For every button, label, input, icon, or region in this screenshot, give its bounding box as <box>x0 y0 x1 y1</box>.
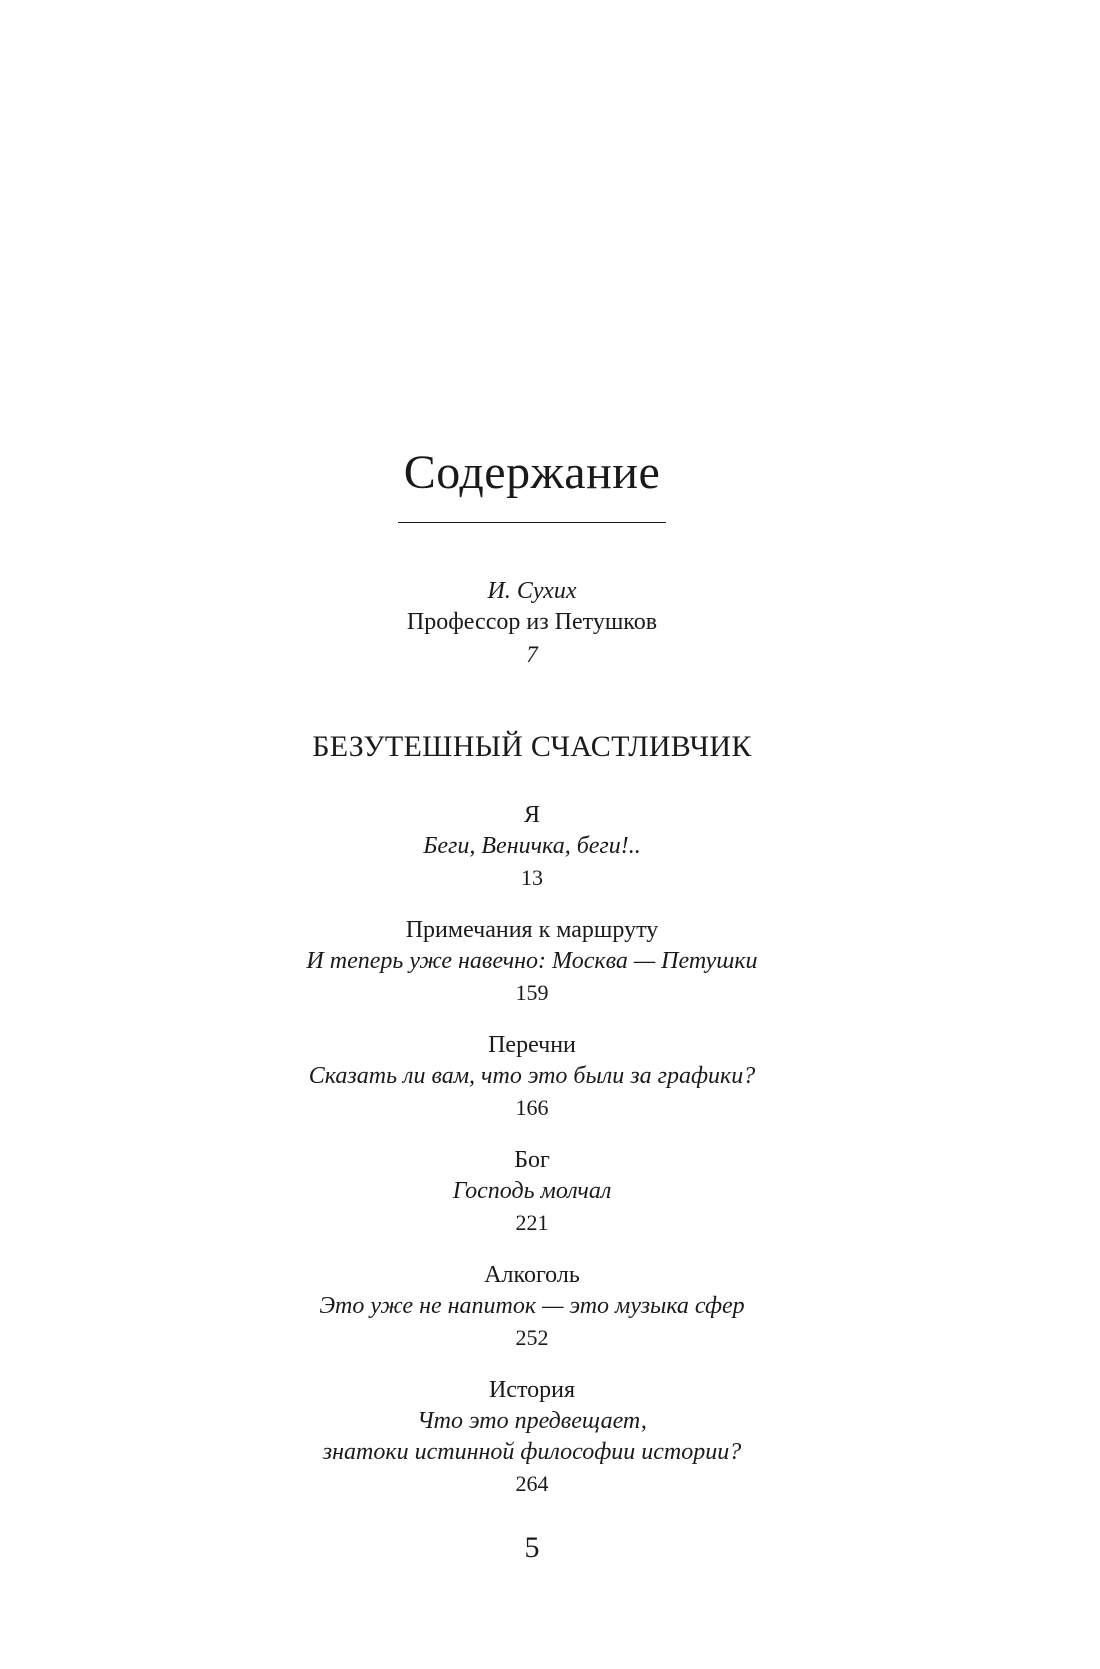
entry-page-number: 252 <box>515 1325 549 1350</box>
entry-subtitle: Это уже не напиток — это музыка сфер <box>319 1293 745 1319</box>
entry-page-number: 159 <box>515 980 549 1005</box>
entry-page-number: 13 <box>521 865 543 890</box>
entry-subtitle: Что это предвещает, <box>417 1408 647 1434</box>
toc-entries <box>0 800 1064 1521</box>
intro-title: Профессор из Петушков <box>406 609 658 635</box>
entry-page-number: 221 <box>515 1210 549 1235</box>
page-folio: 5 <box>524 1531 540 1564</box>
toc-entry <box>0 1260 1064 1353</box>
intro-page-number: 7 <box>526 642 538 667</box>
entry-heading: Перечни <box>488 1032 576 1058</box>
entry-subtitle: знатоки истинной философии истории? <box>322 1439 742 1465</box>
toc-entry <box>0 915 1064 1008</box>
toc-entry <box>0 1030 1064 1123</box>
entry-heading: Бог <box>514 1147 550 1173</box>
toc-entry <box>0 1145 1064 1238</box>
entry-heading: Алкоголь <box>484 1262 580 1288</box>
entry-subtitle: Беги, Веничка, беги!.. <box>423 833 641 859</box>
intro-author: И. Сухих <box>487 578 577 604</box>
toc-entry <box>0 800 1064 893</box>
entry-subtitle: И теперь уже навечно: Москва — Петушки <box>306 948 758 974</box>
page-title: Содержание <box>403 446 661 499</box>
title-underline <box>398 522 666 523</box>
entry-page-number: 166 <box>515 1095 549 1120</box>
entry-heading: Я <box>523 802 540 828</box>
entry-heading: Примечания к маршруту <box>405 917 659 943</box>
entry-page-number: 264 <box>515 1471 549 1496</box>
part-heading: БЕЗУТЕШНЫЙ СЧАСТЛИВЧИК <box>312 730 752 763</box>
entry-heading: История <box>488 1377 576 1403</box>
entry-subtitle: Господь молчал <box>452 1178 612 1204</box>
entry-subtitle: Сказать ли вам, что это были за графики? <box>308 1063 756 1089</box>
toc-entry <box>0 1375 1064 1499</box>
